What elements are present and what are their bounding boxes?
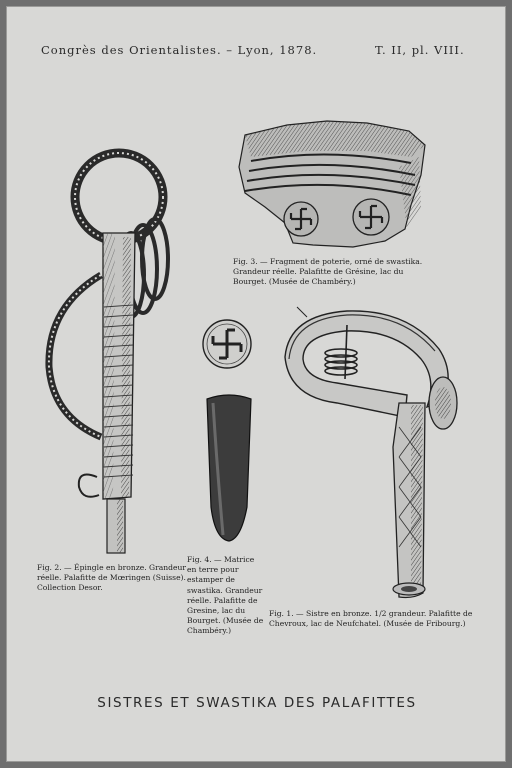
header-left: Congrès des Orientalistes. – Lyon, 1878. [41,43,318,57]
fig4-clay-stamp [203,320,251,541]
fig3-caption: Fig. 3. — Fragment de poterie, orné de swastika. Grandeur réelle. Palafitte de Grésine, lac du Bourget. (Musée de Chambéry.) [233,257,423,287]
fig2-bronze-pin [49,153,168,553]
header-right: T. II, pl. VIII. [375,43,465,57]
fig3-pottery-fragment [239,121,425,247]
fig1-caption: Fig. 1. — Sistre en bronze. 1/2 grandeur. Palafitte de Chevroux, lac de Neufchatel. (Musée de Fribourg.) [269,609,473,629]
plate-title: SISTRES ET SWASTIKA DES PALAFITTES [97,695,417,711]
fig4-caption: Fig. 4. — Matrice en terre pour estamper de swastika. Grandeur réelle. Palafitte de Gresine, lac du Bourget. (Musée de Chambéry.) [187,555,264,636]
fig1-bronze-sistrum [285,307,457,598]
fig2-caption: Fig. 2. — Épingle en bronze. Grandeur réelle. Palafitte de Mœringen (Suisse). Collection Desor. [37,563,187,593]
plate-illustrations [7,7,507,763]
plate-page [6,6,506,762]
